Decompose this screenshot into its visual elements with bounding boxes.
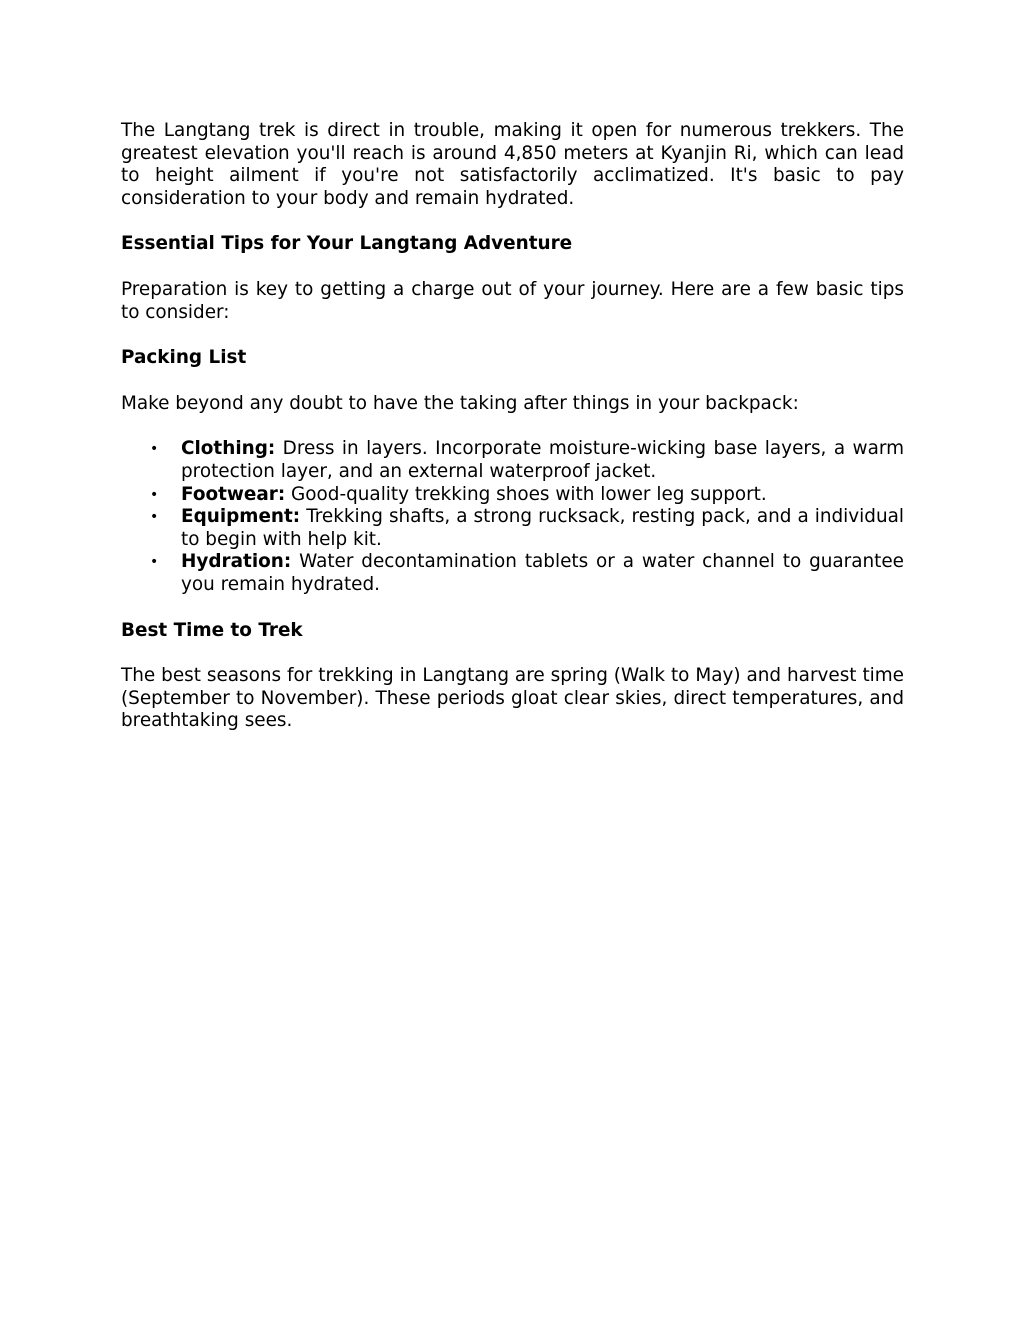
list-item-term: Footwear: [181, 483, 286, 505]
document-page [121, 120, 904, 756]
list-item-desc: Dress in layers. Incorporate moisture-wicking base layers, a warm protection layer, and an external waterproof jacket. [181, 438, 904, 482]
tips-paragraph: Preparation is key to getting a charge out of your journey. Here are a few basic tips to consider: [121, 278, 904, 323]
packing-paragraph: Make beyond any doubt to have the taking after things in your backpack: [121, 392, 799, 414]
list-item [121, 506, 904, 551]
list-item-desc: Trekking shafts, a strong rucksack, resting pack, and a individual to begin with help kit. [181, 506, 904, 550]
bullet-icon: • [150, 554, 159, 571]
packing-list [121, 438, 904, 596]
list-item [121, 484, 904, 507]
list-item-desc: Water decontamination tablets or a water channel to guarantee you remain hydrated. [181, 551, 904, 595]
list-item-desc: Good-quality trekking shoes with lower leg support. [285, 483, 767, 505]
packing-heading: Packing List [121, 347, 247, 369]
intro-paragraph: The Langtang trek is direct in trouble, making it open for numerous trekkers. The greatest elevation you'll reach is around 4,850 meters at Kyanjin Ri, which can lead to height ailment if you're not satisfactorily acclimatized. It's basic to pay consideration to your body and remain hydrated. [121, 120, 904, 209]
best-time-paragraph: The best seasons for trekking in Langtang are spring (Walk to May) and harvest time (September to November). These periods gloat clear skies, direct temperatures, and breathtaking sees. [121, 665, 904, 732]
bullet-icon: • [150, 486, 159, 503]
list-item-term: Clothing: [181, 438, 276, 460]
bullet-icon: • [150, 441, 159, 458]
list-item-term: Hydration: [181, 551, 292, 573]
best-time-heading: Best Time to Trek [121, 619, 303, 641]
bullet-icon: • [150, 509, 159, 526]
list-item [121, 551, 904, 596]
list-item [121, 438, 904, 483]
list-item-term: Equipment: [181, 506, 301, 528]
tips-heading: Essential Tips for Your Langtang Adventure [121, 233, 573, 255]
